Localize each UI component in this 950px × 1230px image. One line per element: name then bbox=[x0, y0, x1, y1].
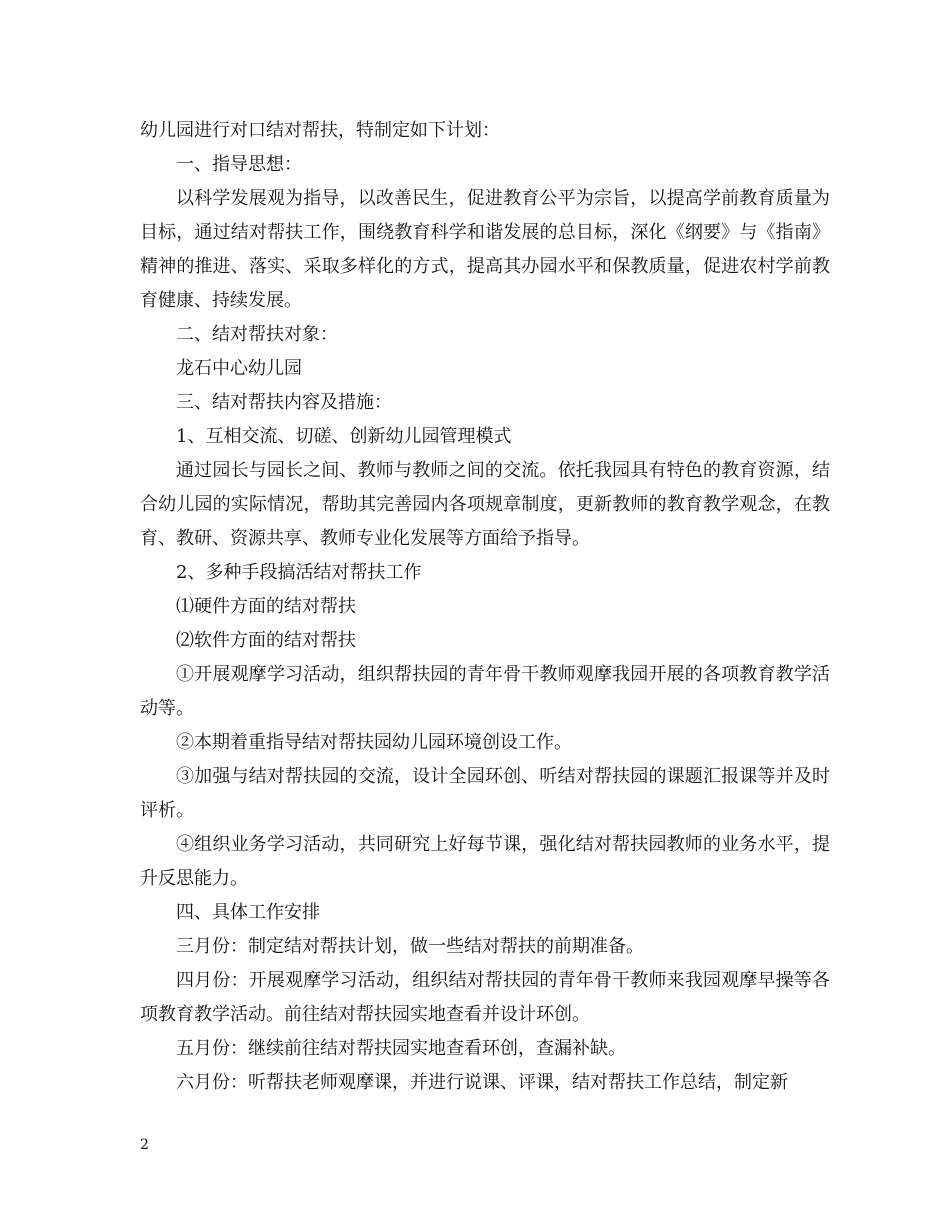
paragraph: 三、结对帮扶内容及措施： bbox=[176, 392, 392, 413]
paragraph: ②本期着重指导结对帮扶园幼儿园环境创设工作。 bbox=[176, 732, 572, 753]
page-number: 2 bbox=[140, 1137, 149, 1153]
paragraph: 二、结对帮扶对象： bbox=[176, 324, 338, 345]
paragraph: 通过园长与园长之间、教师与教师之间的交流。依托我园具有特色的教育资源，结合幼儿园的实际情况，帮助其完善园内各项规章制度，更新教师的教育教学观念，在教育、教研、资源共享、教师专业化发展等方面给予指导。 bbox=[140, 460, 830, 549]
paragraph: 龙石中心幼儿园 bbox=[176, 358, 302, 379]
paragraph: 五月份：继续前往结对帮扶园实地查看环创，查漏补缺。 bbox=[176, 1038, 626, 1059]
paragraph: ③加强与结对帮扶园的交流，设计全园环创、听结对帮扶园的课题汇报课等并及时评析。 bbox=[140, 766, 830, 821]
paragraph: 四月份：开展观摩学习活动，组织结对帮扶园的青年骨干教师来我园观摩早操等各项教育教学活动。前往结对帮扶园实地查看并设计环创。 bbox=[140, 970, 830, 1025]
body-text bbox=[140, 114, 830, 1100]
paragraph: 四、具体工作安排 bbox=[176, 902, 320, 923]
paragraph: 2、多种手段搞活结对帮扶工作 bbox=[176, 562, 422, 583]
paragraph: ④组织业务学习活动，共同研究上好每节课，强化结对帮扶园教师的业务水平，提升反思能力。 bbox=[140, 834, 830, 889]
paragraph: 三月份：制定结对帮扶计划，做一些结对帮扶的前期准备。 bbox=[176, 936, 644, 957]
paragraph: 一、指导思想： bbox=[176, 154, 302, 175]
paragraph: 幼儿园进行对口结对帮扶，特制定如下计划： bbox=[140, 120, 500, 141]
paragraph: 以科学发展观为指导，以改善民生，促进教育公平为宗旨，以提高学前教育质量为目标，通过结对帮扶工作，围绕教育科学和谐发展的总目标，深化《纲要》与《指南》精神的推进、落实、采取多样化的方式，提高其办园水平和保教质量，促进农村学前教育健康、持续发展。 bbox=[140, 188, 830, 311]
paragraph: 1、互相交流、切磋、创新幼儿园管理模式 bbox=[176, 426, 512, 447]
paragraph: ①开展观摩学习活动，组织帮扶园的青年骨干教师观摩我园开展的各项教育教学活动等。 bbox=[140, 664, 830, 719]
paragraph: 六月份：听帮扶老师观摩课，并进行说课、评课，结对帮扶工作总结，制定新 bbox=[176, 1072, 788, 1093]
paragraph: ⑴硬件方面的结对帮扶 bbox=[176, 596, 356, 617]
paragraph: ⑵软件方面的结对帮扶 bbox=[176, 630, 356, 651]
